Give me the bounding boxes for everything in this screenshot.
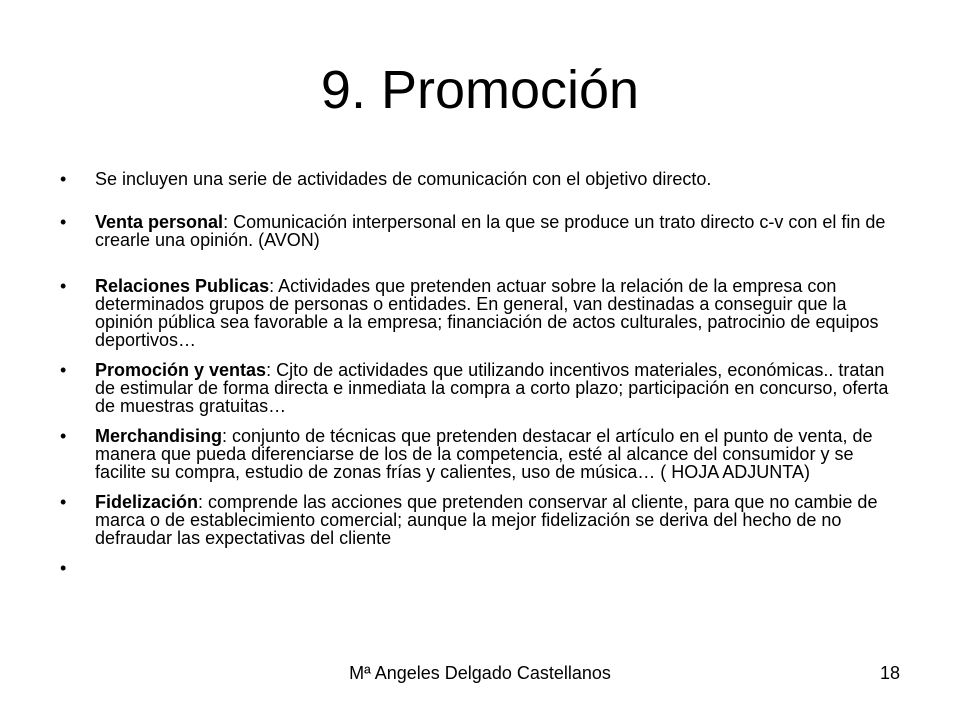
list-item xyxy=(60,277,908,349)
bullet-icon: • xyxy=(60,558,67,578)
bullet-text: : Comunicación interpersonal en la que se produce un trato directo c-v con el fin de crearle una opinión. (AVON) xyxy=(95,212,886,250)
bullet-icon: • xyxy=(60,426,67,446)
footer-author: Mª Angeles Delgado Castellanos xyxy=(349,663,611,683)
bullet-text: : Cjto de actividades que utilizando incentivos materiales, económicas.. tratan de estimular de forma directa e inmediata la compra a corto plazo; participación en concurso, oferta de muestras gratuitas… xyxy=(95,360,889,416)
list-item xyxy=(60,559,908,577)
bullet-text: : comprende las acciones que pretenden conservar al cliente, para que no cambie de marca o de establecimiento comercial; aunque la mejor fidelización se deriva del hecho de no defraudar las expectativas del cliente xyxy=(95,492,878,548)
bullet-text: : Actividades que pretenden actuar sobre la relación de la empresa con determinados grupos de personas o entidades. En general, van destinadas a conseguir que la opinión pública sea favorable a la empresa; financiación de actos culturales, patrocinio de equipos deportivos… xyxy=(95,276,879,350)
list-item xyxy=(60,170,908,188)
bullet-text: Se incluyen una serie de actividades de comunicación con el objetivo directo. xyxy=(95,169,712,189)
list-item xyxy=(60,493,908,547)
bullet-icon: • xyxy=(60,212,67,232)
list-item xyxy=(60,427,908,481)
page-number: 18 xyxy=(879,663,900,683)
bullet-list xyxy=(60,170,908,577)
slide-title: 9. Promoción xyxy=(320,60,640,120)
bullet-icon: • xyxy=(60,276,67,296)
list-item xyxy=(60,213,908,249)
bullet-text: : conjunto de técnicas que pretenden destacar el artículo en el punto de venta, de manera que pueda diferenciarse de los de la competencia, esté al alcance del consumidor y se facilite su compra, estudio de zonas frías y calientes, uso de música… ( HOJA ADJUNTA) xyxy=(95,426,873,482)
bullet-term: Merchandising xyxy=(95,426,223,446)
bullet-term: Venta personal xyxy=(95,212,224,232)
bullet-icon: • xyxy=(60,492,67,512)
bullet-icon: • xyxy=(60,169,67,189)
bullet-term: Promoción y ventas xyxy=(95,360,267,380)
list-item xyxy=(60,361,908,415)
bullet-icon: • xyxy=(60,360,67,380)
bullet-term: Relaciones Publicas xyxy=(95,276,270,296)
bullet-term: Fidelización xyxy=(95,492,199,512)
